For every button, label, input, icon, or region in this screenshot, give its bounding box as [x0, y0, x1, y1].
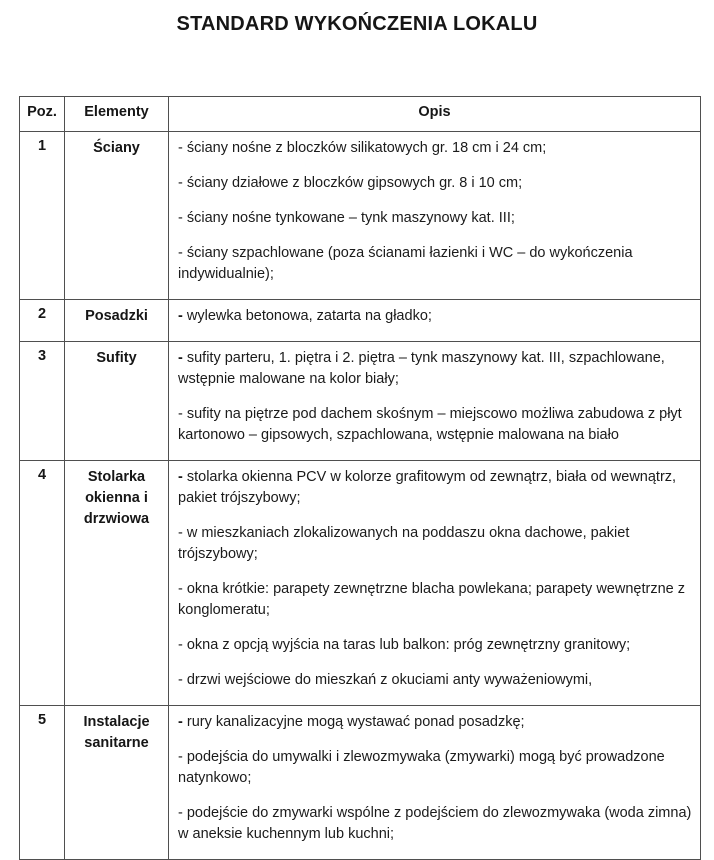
description-item: - podejścia do umywalki i zlewozmywaka (zmywarki) mogą być prowadzone natynkowo; — [178, 749, 665, 786]
finishing-standard-table — [19, 96, 701, 860]
description-item: - stolarka okienna PCV w kolorze grafitowym od zewnątrz, biała od wewnątrz, pakiet trójszybowy; — [178, 469, 677, 506]
description-item: - sufity parteru, 1. piętra i 2. piętra – tynk maszynowy kat. III, szpachlowane, wstępnie malowane na kolor biały; — [178, 350, 665, 387]
col-header-poz: Poz. — [20, 97, 65, 132]
table-row — [20, 132, 701, 300]
element-description — [169, 132, 701, 300]
table-body — [20, 132, 701, 860]
page-title: STANDARD WYKOŃCZENIA LOKALU — [176, 13, 538, 35]
element-name: Ściany — [65, 132, 169, 300]
description-item: - w mieszkaniach zlokalizowanych na poddaszu okna dachowe, pakiet trójszybowy; — [178, 525, 630, 562]
header-row — [20, 97, 701, 132]
bullet-dash: - — [178, 308, 183, 324]
description-item: - sufity na piętrze pod dachem skośnym – miejscowo możliwa zabudowa z płyt kartonowo – gipsowych, szpachlowana, wstępnie malowana na biało — [178, 406, 682, 443]
row-number: 2 — [20, 300, 65, 342]
description-item: - ściany nośne z bloczków silikatowych gr. 18 cm i 24 cm; — [178, 140, 547, 156]
bullet-dash: - — [178, 714, 183, 730]
description-item: - okna krótkie: parapety zewnętrzne blacha powlekana; parapety wewnętrzne z konglomeratu; — [178, 581, 685, 618]
element-name: Sufity — [65, 342, 169, 461]
description-item: - podejście do zmywarki wspólne z podejściem do zlewozmywaka (woda zimna) w aneksie kuchennym lub kuchni; — [178, 805, 692, 842]
bullet-dash: - — [178, 469, 183, 485]
description-item: - drzwi wejściowe do mieszkań z okuciami anty wyważeniowymi, — [178, 672, 593, 688]
row-number: 5 — [20, 706, 65, 860]
element-name: Instalacje sanitarne — [65, 706, 169, 860]
element-description — [169, 342, 701, 461]
description-item: - wylewka betonowa, zatarta na gładko; — [178, 308, 432, 324]
table-row — [20, 461, 701, 706]
table-row — [20, 706, 701, 860]
description-item: - ściany działowe z bloczków gipsowych gr. 8 i 10 cm; — [178, 175, 523, 191]
table-row — [20, 300, 701, 342]
element-description — [169, 461, 701, 706]
table-row — [20, 342, 701, 461]
description-item: - ściany szpachlowane (poza ścianami łazienki i WC – do wykończenia indywidualnie); — [178, 245, 633, 282]
description-item: - ściany nośne tynkowane – tynk maszynowy kat. III; — [178, 210, 515, 226]
col-header-elementy: Elementy — [65, 97, 169, 132]
element-name: Posadzki — [65, 300, 169, 342]
row-number: 4 — [20, 461, 65, 706]
element-description — [169, 300, 701, 342]
description-item: - rury kanalizacyjne mogą wystawać ponad posadzkę; — [178, 714, 525, 730]
element-description — [169, 706, 701, 860]
description-item: - okna z opcją wyjścia na taras lub balkon: próg zewnętrzny granitowy; — [178, 637, 631, 653]
table-header — [20, 97, 701, 132]
row-number: 1 — [20, 132, 65, 300]
element-name: Stolarka okienna i drzwiowa — [65, 461, 169, 706]
bullet-dash: - — [178, 350, 183, 366]
row-number: 3 — [20, 342, 65, 461]
col-header-opis: Opis — [169, 97, 701, 132]
